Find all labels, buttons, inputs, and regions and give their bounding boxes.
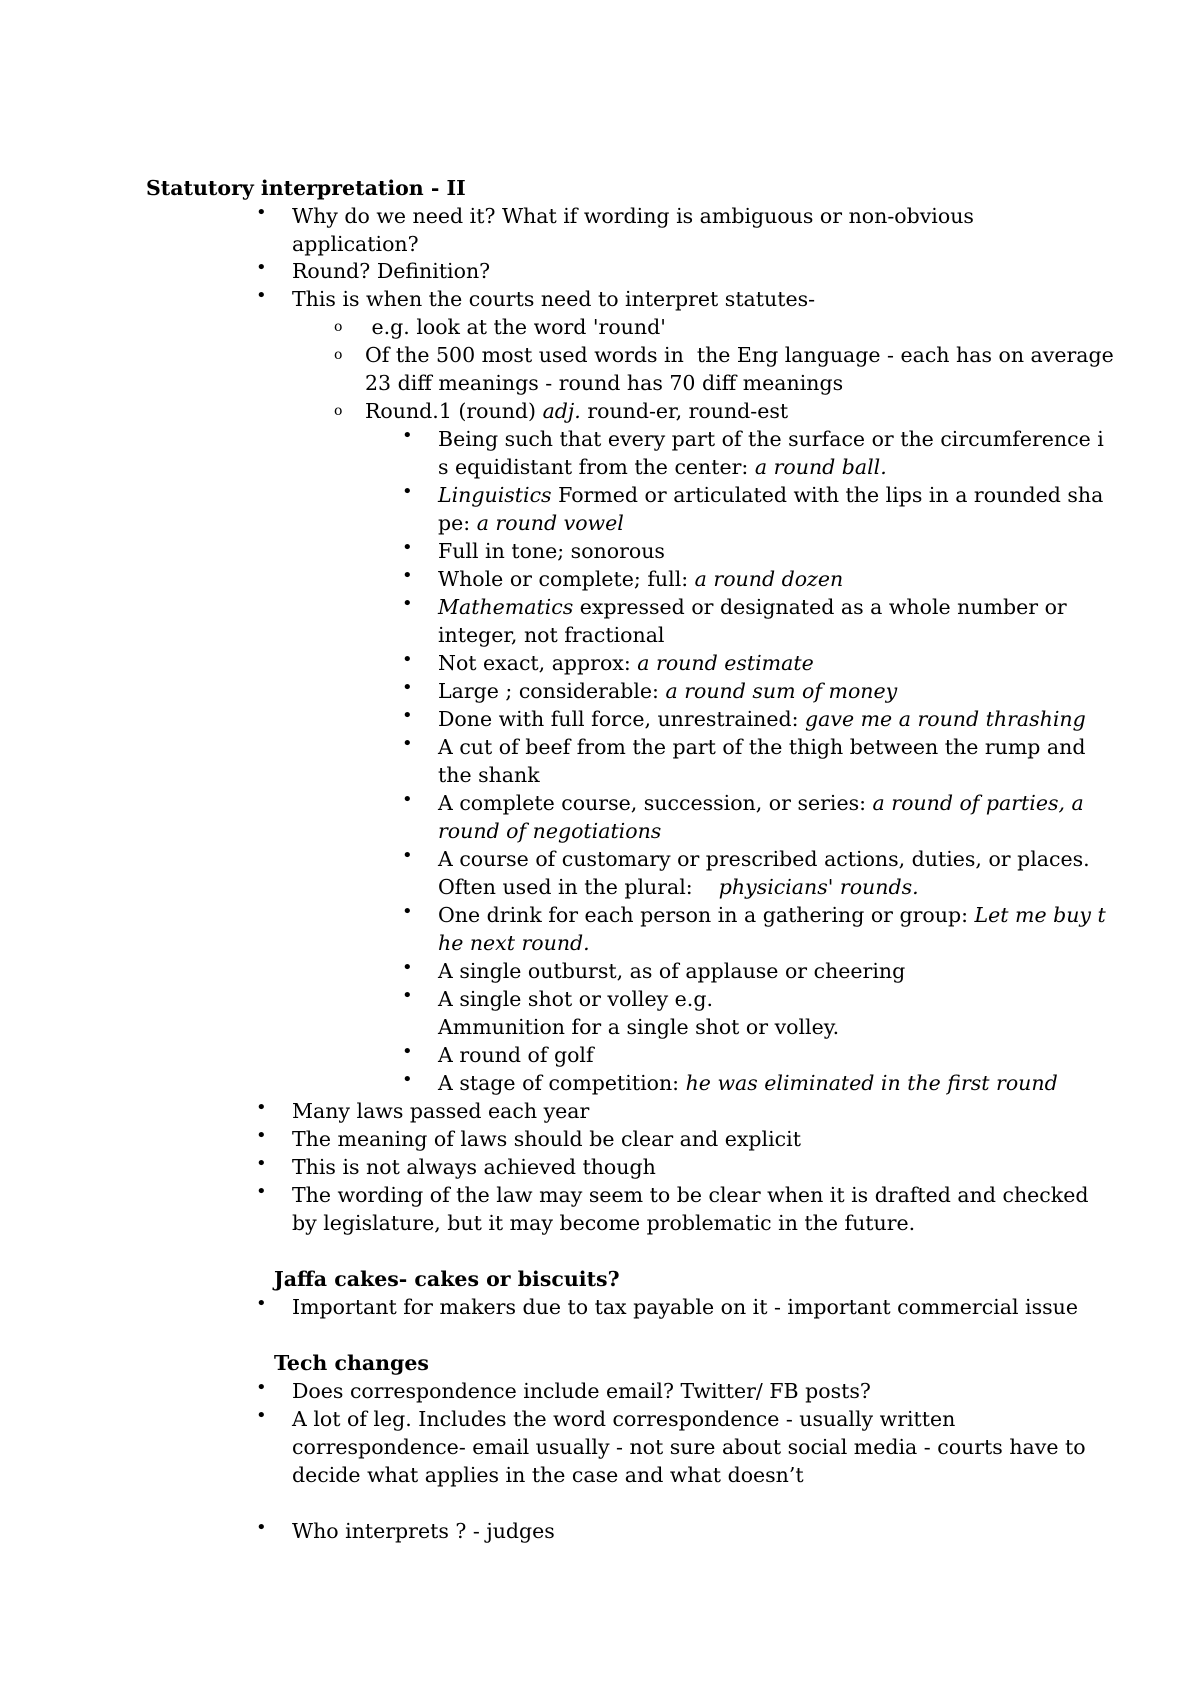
list-item: The wording of the law may seem to be clear when it is drafted and checked	[292, 1183, 1089, 1207]
italic-run: a round vowel	[476, 511, 624, 535]
text-run: Large ; considerable:	[438, 679, 666, 703]
definition-item: Full in tone; sonorous	[438, 539, 665, 563]
bullet: •	[402, 677, 413, 698]
definition-item	[438, 649, 814, 677]
bullet: •	[256, 1293, 267, 1314]
definition-item	[438, 677, 897, 705]
definition-item: A round of golf	[438, 1043, 594, 1067]
definition-item: Being such that every part of the surface or the circumference i	[438, 427, 1104, 451]
definition-continuation	[438, 817, 661, 845]
definition-continuation	[438, 453, 887, 481]
italic-run: a round dozen	[694, 567, 844, 591]
italic-run: Mathematics	[438, 595, 574, 619]
sub-list-item: Of the 500 most used words in the Eng language - each has on average	[365, 343, 1114, 367]
text-run: Round.1 (round)	[365, 399, 543, 423]
text-run: Done with full force, unrestrained:	[438, 707, 806, 731]
text-run: expressed or designated as a whole number or	[573, 595, 1067, 619]
bullet: •	[256, 1181, 267, 1202]
italic-run: a round estimate	[637, 651, 814, 675]
text-run: Often used in the plural:	[438, 875, 719, 899]
bullet: •	[256, 1405, 267, 1426]
sub-list-item: e.g. look at the word 'round'	[365, 315, 666, 339]
definition-continuation: integer, not fractional	[438, 623, 665, 647]
bullet: •	[402, 705, 413, 726]
italic-run: physicians' rounds.	[718, 875, 919, 899]
italic-run: adj.	[542, 399, 581, 423]
definition-item	[438, 565, 843, 593]
text-run: Whole or complete; full:	[438, 567, 695, 591]
bullet: •	[256, 257, 267, 278]
italic-run: a round sum of money	[665, 679, 898, 703]
text-run: s equidistant from the center:	[438, 455, 755, 479]
italic-run: a round of parties, a	[872, 791, 1084, 815]
bullet: •	[402, 593, 413, 614]
definition-item: A cut of beef from the part of the thigh between the rump and	[438, 735, 1086, 759]
italic-run: round of negotiations	[438, 819, 662, 843]
list-item-continuation: application?	[292, 232, 419, 256]
list-item: The meaning of laws should be clear and explicit	[292, 1127, 801, 1151]
definition-item	[438, 481, 1103, 509]
bullet: •	[402, 649, 413, 670]
list-item-continuation: decide what applies in the case and what doesn’t	[292, 1463, 804, 1487]
list-item: Why do we need it? What if wording is ambiguous or non-obvious	[292, 204, 974, 228]
list-item: Does correspondence include email? Twitter/ FB posts?	[292, 1379, 871, 1403]
circle-bullet: o	[334, 403, 343, 419]
definition-continuation: the shank	[438, 763, 540, 787]
italic-run: he next round.	[438, 931, 590, 955]
bullet: •	[256, 1125, 267, 1146]
text-run: pe:	[438, 511, 477, 535]
definition-item	[438, 789, 1084, 817]
list-item: This is not always achieved though	[292, 1155, 656, 1179]
bullet: •	[402, 565, 413, 586]
italic-run: gave me a round thrashing	[805, 707, 1086, 731]
definition-item	[438, 901, 1106, 929]
definition-continuation: Ammunition for a single shot or volley.	[438, 1015, 840, 1039]
list-item: Who interprets ? - judges	[292, 1519, 555, 1543]
list-item: A lot of leg. Includes the word correspondence - usually written	[292, 1407, 956, 1431]
bullet: •	[402, 1069, 413, 1090]
bullet: •	[402, 845, 413, 866]
definition-item: A single shot or volley e.g.	[438, 987, 713, 1011]
list-item: Round? Definition?	[292, 259, 491, 283]
bullet: •	[402, 985, 413, 1006]
definition-continuation	[438, 929, 590, 957]
list-item: Many laws passed each year	[292, 1099, 590, 1123]
bullet: •	[402, 425, 413, 446]
bullet: •	[402, 481, 413, 502]
list-item-continuation: by legislature, but it may become problematic in the future.	[292, 1211, 916, 1235]
text-run: Formed or articulated with the lips in a rounded sha	[551, 483, 1104, 507]
italic-run: Let me buy t	[974, 903, 1106, 927]
bullet: •	[256, 1153, 267, 1174]
circle-bullet: o	[334, 347, 343, 363]
italic-run: he was eliminated in the first round	[685, 1071, 1058, 1095]
text-run: round-er, round-est	[580, 399, 789, 423]
bullet: •	[256, 1517, 267, 1538]
sub-list-item-continuation: 23 diff meanings - round has 70 diff meanings	[365, 371, 844, 395]
definition-continuation	[438, 873, 919, 901]
italic-run: a round ball.	[754, 455, 887, 479]
list-item: Important for makers due to tax payable on it - important commercial issue	[292, 1295, 1078, 1319]
bullet: •	[402, 789, 413, 810]
bullet: •	[402, 733, 413, 754]
circle-bullet: o	[334, 319, 343, 335]
list-item-continuation: correspondence- email usually - not sure about social media - courts have to	[292, 1435, 1086, 1459]
definition-item	[438, 705, 1086, 733]
definition-item: A course of customary or prescribed actions, duties, or places.	[438, 847, 1090, 871]
definition-item: A single outburst, as of applause or cheering	[438, 959, 906, 983]
section-heading: Tech changes	[274, 1351, 429, 1375]
bullet: •	[256, 1097, 267, 1118]
text-run: A complete course, succession, or series:	[438, 791, 873, 815]
text-run: Not exact, approx:	[438, 651, 638, 675]
italic-run: Linguistics	[438, 483, 552, 507]
bullet: •	[402, 901, 413, 922]
text-run: One drink for each person in a gathering or group:	[438, 903, 975, 927]
bullet: •	[402, 957, 413, 978]
bullet: •	[402, 537, 413, 558]
bullet: •	[256, 202, 267, 223]
bullet: •	[256, 285, 267, 306]
bullet: •	[402, 1041, 413, 1062]
list-item: This is when the courts need to interpret statutes-	[292, 287, 816, 311]
text-run: A stage of competition:	[438, 1071, 686, 1095]
section-heading: Jaffa cakes- cakes or biscuits?	[274, 1267, 620, 1291]
page-title: Statutory interpretation - II	[146, 176, 466, 200]
bullet: •	[256, 1377, 267, 1398]
sub-list-item	[365, 397, 788, 425]
definition-item	[438, 1069, 1058, 1097]
definition-continuation	[438, 509, 624, 537]
definition-item	[438, 593, 1067, 621]
